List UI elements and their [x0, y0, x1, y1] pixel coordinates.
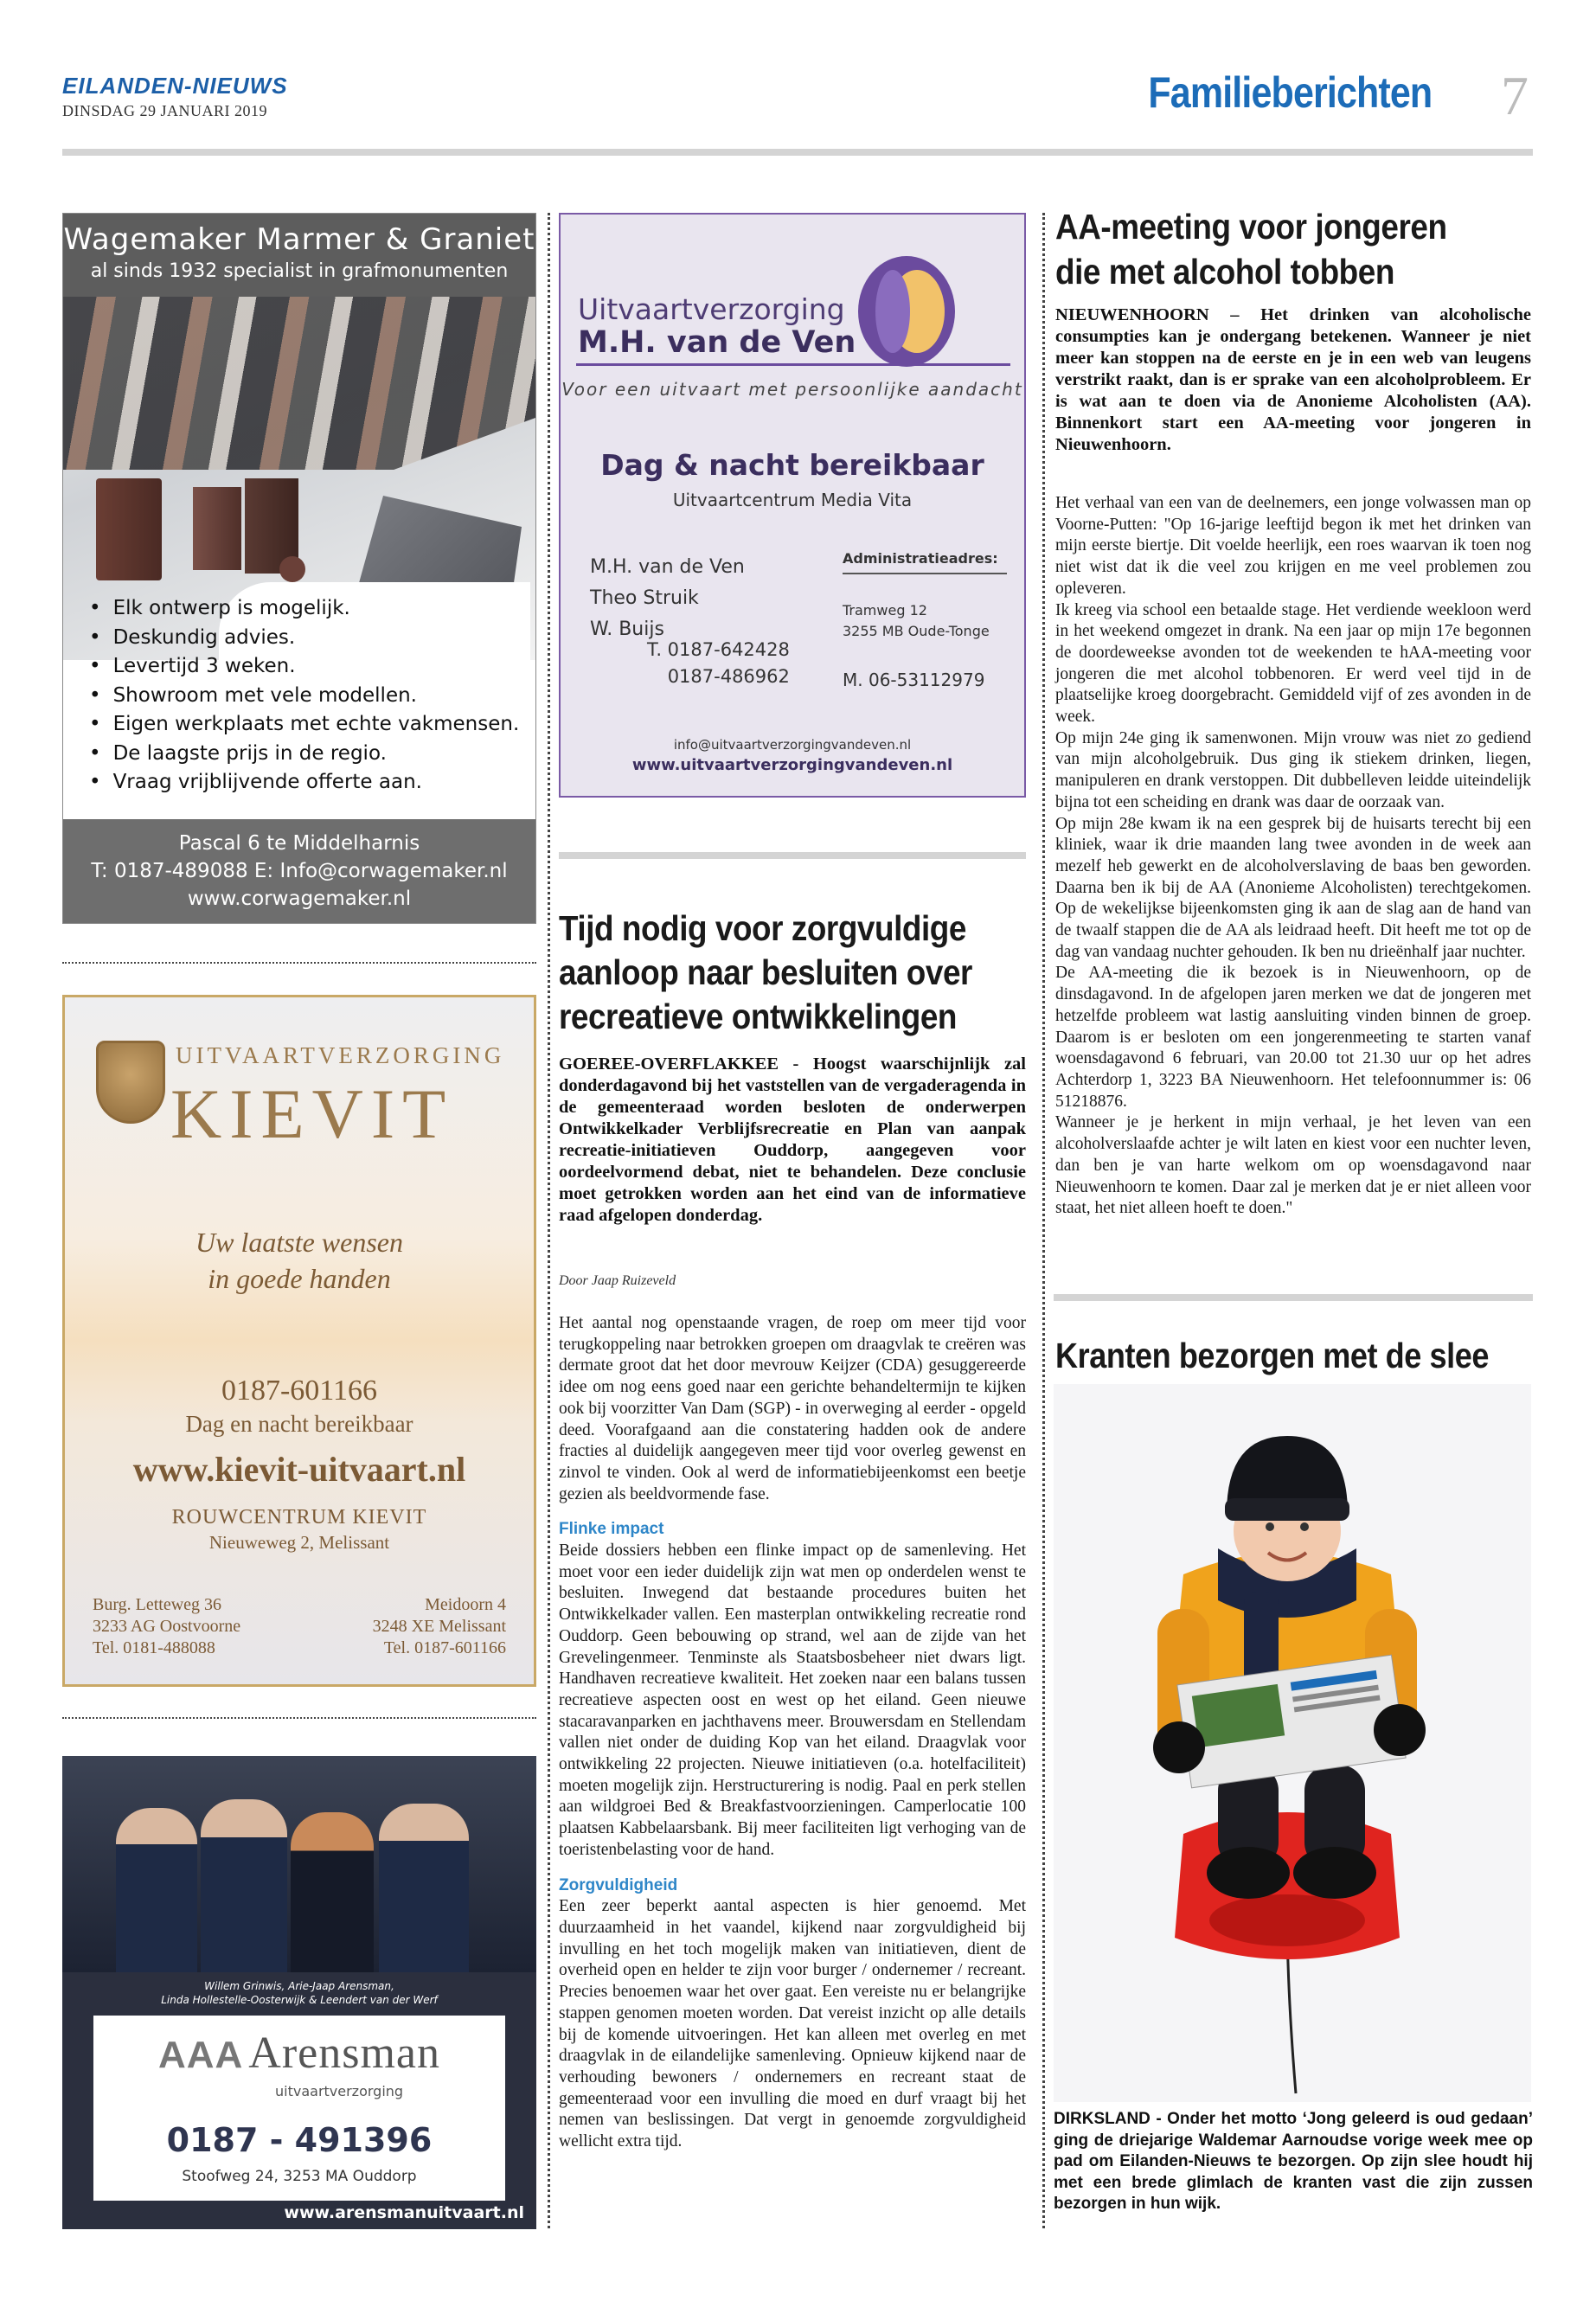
person — [201, 1799, 287, 1972]
article-slee-headline: Kranten bezorgen met de slee — [1055, 1336, 1489, 1375]
subheading: Zorgvuldigheid — [559, 1875, 678, 1894]
vandeven-rule — [576, 363, 1010, 366]
article-recreatie-body — [559, 1313, 1026, 2153]
person — [291, 1812, 374, 1972]
kievit-crest-icon — [96, 1041, 165, 1124]
person — [116, 1808, 197, 1972]
contact-name: W. Buijs — [590, 619, 664, 640]
vandeven-admin-rule — [843, 573, 1007, 574]
address-line: 3248 XE Melissant — [372, 1617, 506, 1636]
vandeven-name: M.H. van de Ven — [578, 325, 856, 360]
list-item: • Elk ontwerp is mogelijk. — [89, 594, 519, 624]
page-number: 7 — [1501, 65, 1529, 126]
list-item: • Levertijd 3 weken. — [89, 652, 519, 682]
paragraph: Het verhaal van een van de deelnemers, een jonge volwassen man op Voorne-Putten: "Op 16-jarige leeftijd begon ik met het drinken van mijn eerste biertje. Dit voelde heerlijk, een roes waarvan ik toen nog niet wist dat ik die veel zou krijgen en me veel problemen zou opleveren. — [1055, 494, 1531, 598]
gravestone — [96, 478, 162, 580]
person — [379, 1804, 469, 1972]
team-photo — [62, 1756, 536, 1972]
vandeven-title: Uitvaartverzorging — [578, 292, 845, 326]
address-line: Burg. Letteweg 36 — [93, 1595, 222, 1614]
publication-date: DINSDAG 29 JANUARI 2019 — [62, 102, 268, 119]
ad-wagemaker-website[interactable]: www.corwagemaker.nl — [187, 888, 412, 910]
caption-line: Linda Hollestelle-Oosterwijk & Leendert van der Werf — [161, 1994, 438, 2006]
address-line: Tramweg 12 — [843, 602, 927, 619]
list-item: • De laagste prijs in de regio. — [89, 740, 519, 769]
arensman-logo — [93, 2028, 505, 2079]
kievit-rouwcentrum: ROUWCENTRUM KIEVIT — [171, 1506, 427, 1529]
ad-vandeven[interactable] — [559, 213, 1026, 798]
paragraph: Ik kreeg via school een betaalde stage. Het verdiende weekloon werd in het weekend omgezet in drank. Na een jaar op mijn 17e begonnen de doordeweekse avonden tot de weekenden te hAA-meeting voor jongeren die met alcohol tobbenoren. Er werd veel tijd in de plaatselijke kroeg doorgebracht. Gemiddeld vijf of zes avonden in de week. — [1055, 600, 1531, 727]
kievit-name: KIEVIT — [170, 1074, 454, 1153]
arensman-card — [93, 2016, 505, 2201]
ad-wagemaker[interactable] — [62, 213, 536, 924]
address-line: Meidoorn 4 — [425, 1595, 506, 1614]
gravestone — [193, 487, 241, 570]
paragraph: Een zeer beperkt aantal aspecten is hier genoemd. Met duurzaamheid in het vaandel, kijkend naar zorgvuldigheid bij invulling en het toch mogelijk maken van initiatieven, dient de overheid open en helder te zijn voor burger / ondernemer / recreant. Precies benoemen waar het over gaat. Een vereiste nu er belangrijke stappen genomen moeten worden. Dat vereist inzicht op alle details bij de komende uitvoeringen. Het kan alleen met overleg en met draagvlak in de eilandelijke samenleving. Opnieuw kijkend naar de verhouding bewoners / ondernemers en recreant staat de gemeenteraad voor een invulling die moed en durf vraagt bij het nemen van beslissingen. Dat vergt in genoemde zorgvuldigheid wellicht extra tijd. — [559, 1897, 1026, 2151]
article-top-bar — [1054, 1294, 1533, 1301]
paragraph: De AA-meeting die ik bezoek is in Nieuwenhoorn, op de dinsdagavond. In de afgelopen jaren merken we dat de jongeren met hetzelfde probleem wat lastig aansluiting vinden binnen de groep. Daarom is er besloten om een jongerenmeeting te starten vanaf woensdagavond 6 februari, van 20.00 tot 21.30 uur op het adres Achterdorp 1, 3223 BA Nieuwenhoorn. Het telefoonnummer is: 06 51218876. — [1055, 964, 1531, 1111]
column-divider — [1042, 213, 1045, 2228]
list-item: • Eigen werkplaats met echte vakmensen. — [89, 710, 519, 740]
child-on-sled-illustration — [1054, 1384, 1531, 2102]
vandeven-names — [590, 552, 745, 645]
ad-wagemaker-subtitle: al sinds 1932 specialist in grafmonumenten — [90, 260, 509, 282]
article-top-bar — [559, 852, 1026, 859]
vandeven-logo-icon — [855, 253, 958, 370]
paragraph: Het aantal nog openstaande vragen, de roep om meer tijd voor terugkoppeling naar betrokken groepen om draagvlak te creëren was dermate groot dat het door mevrouw Keijzer (CDA) gesuggereerde idee om nog eens goed naar een gerichte behandeltermijn te kijken ook bij voorzitter Van Dam (SGP) - in overweging al eerder - opgeld deed. Voorafgaand aan die constatering hadden ook de andere fracties al duidelijk aangegeven meer tijd voor overleg gewenst en zinvol te vinden. Ook al werd de informatiebijeenkomst een beetje gezien als beeldvormende fase. — [559, 1314, 1026, 1503]
ad-arensman[interactable] — [62, 1756, 536, 2229]
vandeven-mobile[interactable]: M. 06-53112979 — [843, 670, 985, 690]
stone-ball — [279, 556, 305, 582]
contact-name: Theo Struik — [590, 587, 699, 609]
ad-wagemaker-address: Pascal 6 te Middelharnis — [178, 832, 420, 855]
phone-number[interactable]: T. 0187-642428 — [647, 639, 790, 660]
photo-caption: DIRKSLAND - Onder het motto ‘Jong geleerd is oud gedaan’ ging de driejarige Waldemar Aarnoudse vorige week mee op pad om Eilanden-Nieuws te bezorgen. Op zijn slee houdt hij met een brede glimlach de kranten vast die zijn zussen bezorgen in hun wijk. — [1054, 2110, 1533, 2213]
article-aa-body — [1055, 493, 1531, 1220]
kievit-address-right — [373, 1594, 506, 1659]
vandeven-admin-label: Administratieadres: — [843, 550, 998, 567]
vandeven-email[interactable]: info@uitvaartverzorgingvandeven.nl — [673, 737, 912, 753]
paragraph: Beide dossiers hebben een flinke impact op de samenleving. Het moet voor een ieder duidelijk zijn wat men op onderdelen wenst te besluiten. Inwegend dat bestaande procedures buiten het Ontwikkelkader vallen. Een masterplan ontwikkeling recreatie rond Ouddorp. Geen bebouwing op strand, wel aan de zijde van het Grevelingenmeer. Tenminste als Staatsbosbeheer niet dwars ligt. Handhaven recreatieve kwaliteit. Het zoeken naar een balans tussen recreatieve aspecten oost en west op het eiland. Geen nieuwe stacaravanparken en jachthavens meer. Brouwersdam en Stellendam vallen niet onder de duiding Kop van het eiland. Draagvlak voor ontwikkeling 22 projecten. Nieuwe initiatieven (o.a. hotelfaciliteit) moeten mogelijk zijn. Herstructurering is nodig. Paal en perk stellen aan wildgroei Bed & Breakfastvoorzieningen. Camperlocatie 100 plaatsen Kabbelaarsbank. Bij meer faciliteiten ligt verhoging van de toeristenbelasting voor de hand. — [559, 1541, 1026, 1859]
arensman-logo-icon: AAA — [157, 2034, 244, 2076]
arensman-address: Stoofweg 24, 3253 MA Ouddorp — [182, 2168, 417, 2185]
kievit-slogan-line: in goede handen — [208, 1263, 391, 1294]
arensman-phone[interactable]: 0187 - 491396 — [166, 2121, 433, 2159]
vandeven-availability: Dag & nacht bereikbaar — [600, 448, 984, 482]
address-line: Tel. 0187-601166 — [383, 1638, 506, 1657]
article-recreatie-lead: GOEREE-OVERFLAKKEE - Hoogst waarschijnlijk zal donderdagavond bij het vaststellen van de vergaderagenda in de gemeenteraad worden besloten de onderwerpen Ontwikkelkader Verblijfsrecreatie en Plan van aanpak recreatie-initiatieven Ouddorp, aangegeven voor oordeelvormend debat, niet te behandelen. Deze conclusie moet getrokken worden aan het eind van de informatieve raad afgelopen donderdag. — [559, 1054, 1026, 1225]
article-aa-lead: NIEUWENHOORN – Het drinken van alcoholische consumpties kan je ondergang betekenen. Wanneer je niet meer kan stoppen na de eerste en je in een web van leugens verstrikt raakt, dan is er sprake van een alcoholprobleem. Er is wat aan te doen via de Anonieme Alcoholisten (AA). Binnenkort start een AA-meeting voor jongeren in Nieuwenhoorn. — [1055, 305, 1531, 454]
kievit-phone[interactable]: 0187-601166 — [221, 1375, 378, 1407]
arensman-logo-sub: uitvaartverzorging — [275, 2083, 404, 2099]
vandeven-centrum: Uitvaartcentrum Media Vita — [672, 490, 913, 510]
vandeven-website[interactable]: www.uitvaartverzorgingvandeven.nl — [631, 756, 953, 774]
subheading: Flinke impact — [559, 1520, 664, 1539]
kievit-rouwcentrum-address: Nieuweweg 2, Melissant — [208, 1532, 390, 1553]
paragraph: Wanneer je je herkent in mijn verhaal, je het leven van een alcoholverslaafde achter je wilt laten en kiest voor een nuchter leven, dan ben je van harte welkom om op woensdagavond naar Nieuwenhoorn te komen. Daar zal je merken dat je er niet alleen voor staat, het niet alleen hoeft te doen." — [1055, 1113, 1531, 1218]
kievit-small-title: UITVAARTVERZORGING — [176, 1042, 505, 1068]
list-item: • Deskundig advies. — [89, 624, 519, 653]
ad-separator — [62, 1717, 536, 1719]
caption-line: Willem Grinwis, Arie-Jaap Arensman, — [204, 1980, 394, 1992]
contact-name: M.H. van de Ven — [590, 556, 745, 578]
masthead-logo: EILANDEN-NIEUWS — [62, 73, 288, 99]
child-on-sled-photo — [1054, 1384, 1531, 2102]
ad-wagemaker-title: Wagemaker Marmer & Graniet — [63, 222, 535, 257]
paragraph: Op mijn 28e kwam ik na een gesprek bij de huisarts terecht bij een kliniek, waar ik drie maanden lang twee avonden in de week aan mezelf heb gewerkt en de alcoholverslaving de baas ben geworden. Daarna ben ik bij de AA (Anonieme Alcoholisten) terechtgekomen. Op de wekelijkse bijeenkomsten ging ik aan de slag aan de hand van de twaalf stappen die de AA als leidraad heeft. Dit heeft me tot op de dag van vandaag nuchter gehouden. Ik ben nu drieënhalf jaar nuchter. — [1055, 814, 1531, 961]
address-line: Tel. 0181-488088 — [93, 1638, 215, 1657]
vandeven-admin-address — [843, 600, 990, 642]
paragraph: Op mijn 24e ging ik samenwonen. Mijn vrouw was niet zo gediend van mijn alcoholgebruik. Dus ging ik stiekem drinken, liegen, manipuleren en drank verstoppen. Dit dubbelleven leidde uiteindelijk bijna tot een scheiding en drank was daar de oorzaak van. — [1055, 728, 1531, 811]
article-recreatie-byline: Door Jaap Ruizeveld — [559, 1273, 676, 1288]
address-line: 3255 MB Oude-Tonge — [843, 623, 990, 639]
ad-wagemaker-footer — [63, 819, 535, 923]
list-item: • Vraag vrijblijvende offerte aan. — [89, 768, 519, 798]
arensman-website[interactable]: www.arensmanuitvaart.nl — [284, 2203, 524, 2222]
list-item: • Showroom met vele modellen. — [89, 682, 519, 711]
address-line: 3233 AG Oostvoorne — [93, 1617, 241, 1636]
column-divider — [548, 213, 550, 2228]
phone-number[interactable]: 0187-486962 — [667, 666, 790, 687]
kievit-address-left — [93, 1594, 240, 1659]
article-recreatie-headline: Tijd nodig voor zorgvuldige aanloop naar besluiten over recreatieve ontwikkelingen — [559, 908, 972, 1036]
kievit-slogan-line: Uw laatste wensen — [195, 1227, 403, 1258]
arensman-logo-text: Arensman — [248, 2029, 441, 2078]
gravestones-rows — [63, 297, 535, 470]
section-title: Familieberichten — [1148, 68, 1432, 117]
ad-separator — [62, 962, 536, 964]
vandeven-slogan: Voor een uitvaart met persoonlijke aandacht — [561, 379, 1023, 400]
article-aa-headline: AA-meeting voor jongeren die met alcohol tobben — [1055, 207, 1447, 292]
ad-wagemaker-header — [63, 214, 535, 297]
ad-wagemaker-contact[interactable]: T: 0187-489088 E: Info@corwagemaker.nl — [91, 860, 508, 882]
kievit-availability: Dag en nacht bereikbaar — [185, 1411, 413, 1437]
ad-wagemaker-bullets — [89, 594, 519, 798]
vandeven-phones — [647, 637, 790, 690]
kievit-slogan — [65, 1224, 534, 1297]
ad-kievit[interactable] — [62, 995, 536, 1687]
header-rule — [62, 149, 1533, 156]
kievit-website[interactable]: www.kievit-uitvaart.nl — [132, 1450, 466, 1489]
team-photo-caption — [62, 1979, 536, 2007]
